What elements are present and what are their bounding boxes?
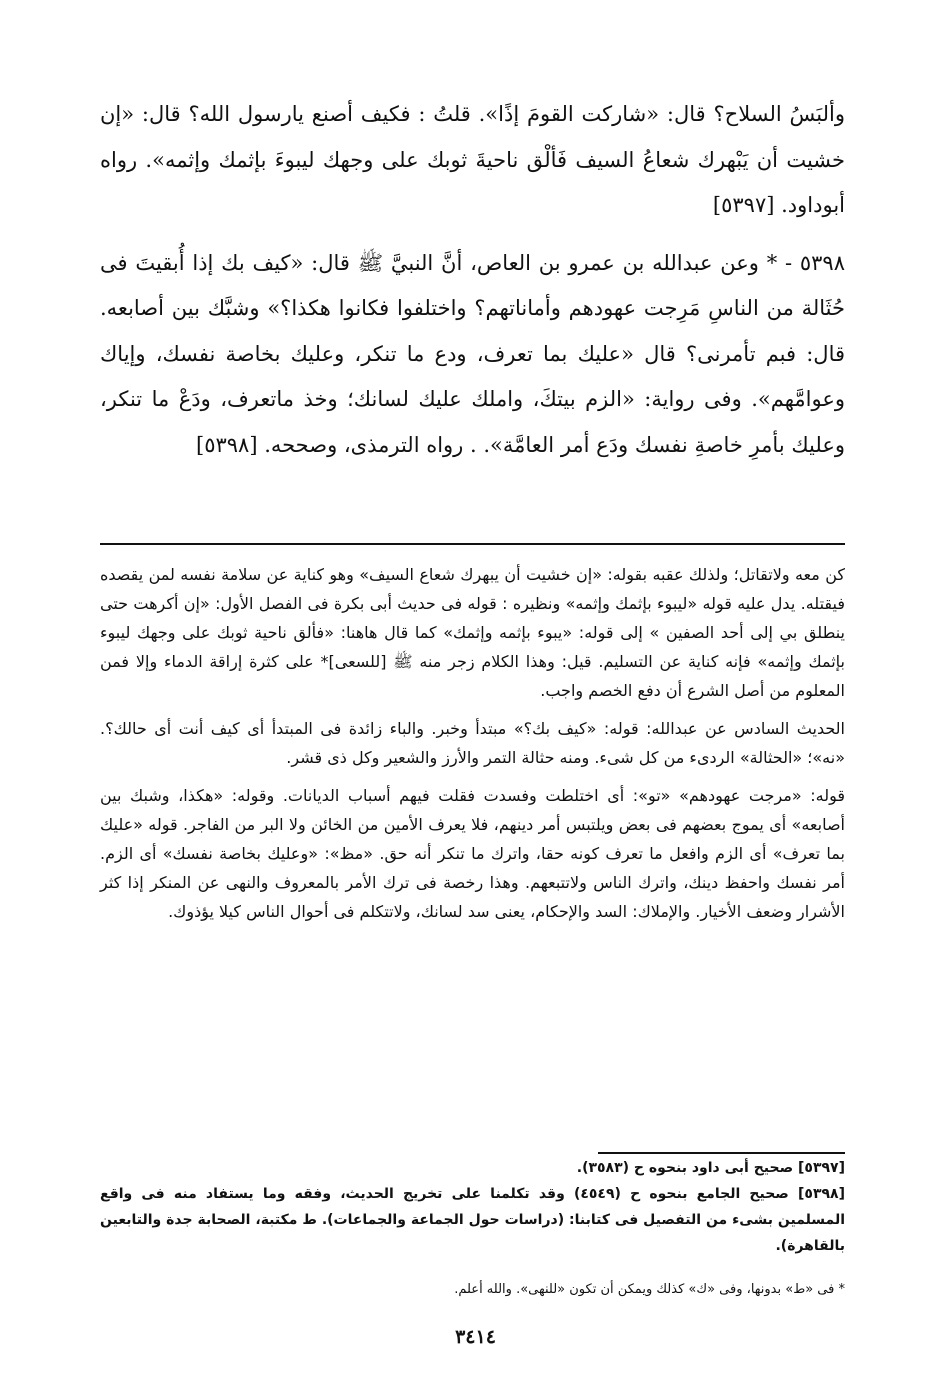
footnote: [٥٣٩٨] صحيح الجامع بنحوه ح (٤٥٤٩) وقد تكلمنا على تخريج الحديث، وفقه وما يستفاد منه فى واقع المسلمين بشىء من التفصيل فى كتابنا: (دراسات حول الجماعة والجماعات). ط مكتبة، الصحابة جدة والتابعين بالقاهرة). [100, 1186, 845, 1254]
commentary-paragraph: الحديث السادس عن عبدالله: قوله: «كيف بك؟» مبتدأ وخبر. والباء زائدة فى المبتدأ أى كيف أنت أى حالك؟. «نه»؛ «الحثالة» الردىء من كل شىء. ومنه حثالة التمر والأرز والشعير وكل ذى قشر. [100, 719, 845, 767]
commentary-paragraph: كن معه ولاتقاتل؛ ولذلك عقبه بقوله: «إن خشيت أن يبهرك شعاع السيف» وهو كناية عن سلامة نفسه لمن يقصده فيقتله. يدل عليه قوله «ليبوء بإثمك وإثمه» ونظيره : قوله فى حديث أبى بكرة فى الفصل الأول: «إن أكرهت حتى ينطلق بي إلى أحد الصفين » إلى قوله: «يبوء بإثمه وإثمك» كما قال هاهنا: «فألق ناحية ثوبك على وجهك ليبوء بإثمك وإثمه» فإنه كناية عن التسليم. قيل: وهذا الكلام زجر منه ﷺ [للسعى]* على كثرة إراقة الدماء وإلا فمن المعلوم من أصل الشرع أن دفع الخصم واجب. [100, 565, 845, 700]
commentary-paragraph: قوله: «مرجت عهودهم» «تو»: أى اختلطت وفسدت فقلت فيهم أسباب الديانات. وقوله: «هكذا، وشبك بين أصابعه» أى يموج بعضهم فى بعض ويلتبس أمر دينهم، فلا يعرف الأمين من الخائن ولا البر من الفاجر. قوله «عليك بما تعرف» أى الزم وافعل ما تعرف كونه حقا، واترك ما تنكر أنه حق. «مظ»: «وعليك بخاصة نفسك» أى الزم. أمر نفسك واحفظ دينك، واترك الناس ولاتتبعهم. وهذا رخصة فى ترك الأمر بالمعروف والنهى عن المنكر إذا كثر الأشرار وضعف الأخيار. والإملاك: السد والإحكام، يعنى سد لسانك، ولاتتكلم فى أحوال الناس كيلا يؤذوك. [100, 786, 845, 921]
footnotes [100, 1155, 845, 1259]
page-number: ٣٤١٤ [455, 1326, 496, 1348]
hadith-text [100, 92, 845, 480]
editor-note: * فى «ط» بدونها، وفى «ك» كذلك ويمكن أن تكون «للنهى». والله أعلم. [454, 1282, 845, 1297]
footnote-divider [598, 1152, 845, 1154]
hadith-paragraph: ٥٣٩٨ - * وعن عبدالله بن عمرو بن العاص، أنَّ النبيَّ ﷺ قال: «كيف بك إذا أُبقيتَ فى حُثَالة من الناسِ مَرِجت عهودهم وأماناتهم؟ واختلفوا فكانوا هكذا؟» وشبَّك بين أصابعه. قال: فبم تأمرنى؟ قال «عليك بما تعرف، ودع ما تنكر، وعليك بخاصة نفسك، وإياك وعوامَّهم». وفى رواية: «الزم بيتكَ، واملك عليك لسانك؛ وخذ ماتعرف، ودَعْ ما تنكر، وعليك بأمرِ خاصةِ نفسك ودَع أمر العامَّة». . رواه الترمذى، وصححه. [٥٣٩٨] [100, 250, 845, 457]
hadith-paragraph: وألبَسُ السلاح؟ قال: «شاركت القومَ إذًا». قلتُ : فكيف أصنع يارسول الله؟ قال: «إن خشيت أن يَبْهرك شعاعُ السيف فَألْق ناحيةَ ثوبك على وجهك ليبوءَ بإثمك وإثمه». رواه أبوداود. [٥٣٩٧] [100, 102, 845, 217]
commentary-divider [100, 543, 845, 545]
footnote: [٥٣٩٧] صحيح أبى داود بنحوه ح (٣٥٨٣). [576, 1160, 845, 1176]
commentary [100, 560, 845, 935]
